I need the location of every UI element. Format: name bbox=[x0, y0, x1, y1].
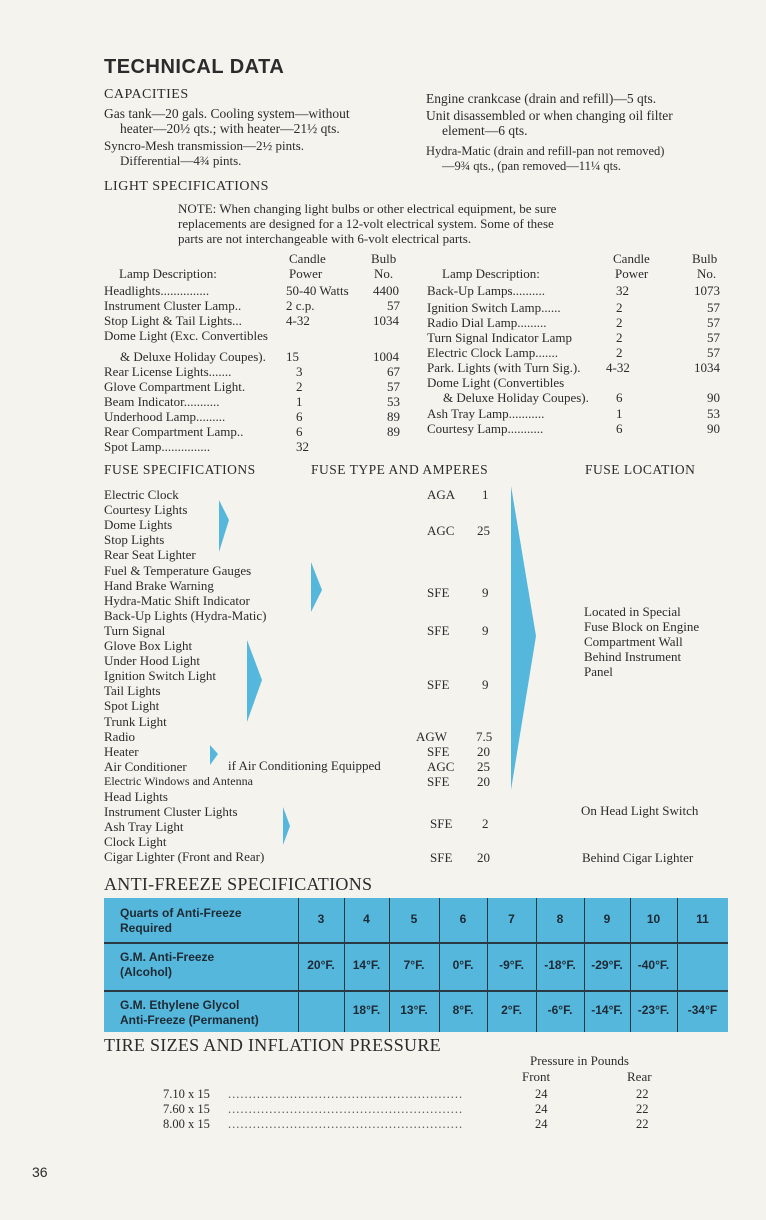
af-cell: -9°F. bbox=[499, 958, 524, 972]
grid-line bbox=[104, 942, 728, 944]
bracket-arrow bbox=[210, 745, 218, 765]
bracket-arrow bbox=[219, 500, 229, 552]
col-header: Bulb bbox=[692, 251, 718, 266]
lamp-bulb: 90 bbox=[707, 390, 720, 405]
af-cell: -14°F. bbox=[591, 1003, 623, 1017]
lamp-desc: Spot Lamp............... bbox=[104, 439, 211, 454]
lamp-desc: Park. Lights (with Turn Sig.). bbox=[427, 360, 581, 375]
fuse-amps: 20 bbox=[477, 850, 490, 865]
lamp-desc: Courtesy Lamp........... bbox=[427, 421, 544, 436]
lamp-bulb: 53 bbox=[387, 394, 400, 409]
grid-line bbox=[104, 990, 728, 992]
fuse-type: SFE bbox=[427, 623, 450, 638]
lamp-bulb: 90 bbox=[707, 421, 720, 436]
fuse-type: SFE bbox=[427, 774, 450, 789]
lamp-desc: Headlights............... bbox=[104, 283, 210, 298]
lamp-bulb: 1004 bbox=[373, 349, 399, 364]
fuse-amps: 2 bbox=[482, 816, 489, 831]
lamp-desc: Ignition Switch Lamp...... bbox=[427, 300, 561, 315]
capacities-heading: CAPACITIES bbox=[104, 87, 189, 102]
fuse-item: Dome Lights bbox=[104, 517, 173, 533]
dot-leader: ......................................................... bbox=[228, 1087, 464, 1101]
fuse-item: Clock Light bbox=[104, 834, 167, 850]
fuse-amps: 20 bbox=[477, 774, 490, 789]
fuse-type: SFE bbox=[430, 816, 453, 831]
af-cell: 3 bbox=[317, 912, 325, 926]
fuse-type: AGW bbox=[416, 729, 448, 744]
lamp-desc: & Deluxe Holiday Coupes). bbox=[443, 390, 589, 405]
fuse-spec-heading: FUSE SPECIFICATIONS bbox=[104, 462, 256, 477]
lamp-bulb: 57 bbox=[707, 345, 720, 360]
location-line: Compartment Wall bbox=[584, 634, 683, 649]
lamp-bulb: 67 bbox=[387, 364, 400, 379]
fuse-item: Hand Brake Warning bbox=[104, 577, 214, 593]
tire-front: 24 bbox=[535, 1102, 548, 1116]
location-line: Located in Special bbox=[584, 604, 681, 619]
lamp-bulb: 57 bbox=[387, 298, 400, 313]
lamp-power: 32 bbox=[296, 439, 309, 454]
fuse-item: Ash Tray Light bbox=[104, 819, 184, 835]
fuse-item: Instrument Cluster Lights bbox=[104, 804, 238, 820]
af-cell: -29°F. bbox=[591, 958, 623, 972]
tire-size: 7.60 x 15 bbox=[163, 1102, 210, 1116]
fuse-amps: 25 bbox=[477, 523, 490, 538]
capacity-line: heater—20½ qts.; with heater—21½ qts. bbox=[120, 121, 340, 136]
capacity-line: Engine crankcase (drain and refill)—5 qts. bbox=[426, 91, 657, 106]
bracket-arrow bbox=[283, 807, 290, 845]
fuse-item: Trunk Light bbox=[104, 713, 167, 729]
pressure-heading: Pressure in Pounds bbox=[530, 1053, 629, 1068]
col-header: No. bbox=[374, 266, 394, 281]
tire-front: 24 bbox=[535, 1117, 548, 1131]
fuse-type: AGC bbox=[427, 523, 455, 538]
page-number: 36 bbox=[32, 1164, 48, 1180]
location-line: Behind Instrument bbox=[584, 649, 682, 664]
lamp-power: 2 bbox=[616, 330, 623, 345]
fuse-type: SFE bbox=[430, 850, 453, 865]
row-label: Required bbox=[120, 921, 173, 935]
af-cell: 14°F. bbox=[352, 958, 381, 972]
note-line: NOTE: When changing light bulbs or other electrical equipment, be sure bbox=[178, 201, 557, 216]
bracket-arrow bbox=[247, 640, 262, 722]
fuse-amps: 1 bbox=[482, 487, 489, 502]
tire-size: 7.10 x 15 bbox=[163, 1087, 210, 1101]
af-cell: 18°F. bbox=[352, 1003, 381, 1017]
fuse-item: Head Lights bbox=[104, 789, 168, 804]
fuse-item: Electric Windows and Antenna bbox=[104, 773, 253, 788]
af-cell: -34°F bbox=[687, 1003, 718, 1017]
fuse-item: Stop Lights bbox=[104, 532, 165, 548]
af-cell: 2°F. bbox=[501, 1003, 522, 1017]
row-label: G.M. Anti-Freeze bbox=[120, 950, 215, 964]
fuse-amps: 20 bbox=[477, 744, 490, 759]
lamp-desc: Dome Light (Convertibles bbox=[427, 375, 565, 390]
af-cell: 5 bbox=[410, 912, 418, 926]
note-line: parts are not interchangeable with 6-volt electrical parts. bbox=[178, 231, 472, 246]
col-header: Candle bbox=[289, 251, 326, 266]
fuse-amps: 25 bbox=[477, 759, 490, 774]
tire-rear: 22 bbox=[636, 1087, 649, 1101]
lamp-bulb: 57 bbox=[387, 379, 400, 394]
location-switch: On Head Light Switch bbox=[581, 803, 699, 818]
dot-leader: ......................................................... bbox=[228, 1117, 464, 1131]
lamp-bulb: 89 bbox=[387, 409, 400, 424]
fuse-item: Courtesy Lights bbox=[104, 502, 188, 518]
col-header: Lamp Description: bbox=[442, 266, 540, 281]
tire-size: 8.00 x 15 bbox=[163, 1117, 210, 1131]
lamp-bulb: 57 bbox=[707, 300, 720, 315]
lamp-power: 1 bbox=[616, 406, 623, 421]
lamp-bulb: 1034 bbox=[694, 360, 720, 375]
lamp-bulb: 53 bbox=[707, 406, 720, 421]
lamp-power: 2 bbox=[616, 345, 623, 360]
capacity-line: —9¾ qts., (pan removed—11¼ qts. bbox=[442, 159, 622, 173]
tire-rear: 22 bbox=[636, 1102, 649, 1116]
lamp-desc: Back-Up Lamps.......... bbox=[427, 283, 546, 298]
lamp-power: 2 c.p. bbox=[286, 298, 315, 313]
location-arrow bbox=[511, 486, 536, 790]
col-header: Lamp Description: bbox=[119, 266, 217, 281]
row-label: (Alcohol) bbox=[120, 965, 172, 979]
col-header: Candle bbox=[613, 251, 650, 266]
af-cell: -23°F. bbox=[637, 1003, 670, 1017]
fuse-item: Cigar Lighter (Front and Rear) bbox=[104, 849, 265, 865]
lamp-bulb: 57 bbox=[707, 315, 720, 330]
lamp-bulb: 57 bbox=[707, 330, 720, 345]
fuse-amps: 9 bbox=[482, 585, 489, 600]
af-cell: 6 bbox=[459, 912, 467, 926]
dot-leader: ......................................................... bbox=[228, 1102, 464, 1116]
af-cell: -18°F. bbox=[544, 958, 576, 972]
capacity-line: Hydra-Matic (drain and refill-pan not removed) bbox=[426, 144, 665, 158]
af-cell: 13°F. bbox=[400, 1003, 428, 1017]
antifreeze-table bbox=[104, 898, 728, 1032]
af-cell: -6°F. bbox=[547, 1003, 573, 1017]
lamp-desc: Glove Compartment Light. bbox=[104, 379, 246, 394]
capacity-line: Differential—4¾ pints. bbox=[120, 153, 242, 168]
row-label: G.M. Ethylene Glycol bbox=[120, 998, 240, 1012]
lamp-desc: Rear License Lights....... bbox=[104, 364, 232, 379]
lamp-desc: Radio Dial Lamp......... bbox=[427, 315, 547, 330]
capacity-line: Syncro-Mesh transmission—2½ pints. bbox=[104, 138, 305, 153]
fuse-item: Glove Box Light bbox=[104, 638, 193, 653]
col-header: Bulb bbox=[371, 251, 397, 266]
fuse-item: Heater bbox=[104, 743, 139, 759]
tire-front: 24 bbox=[535, 1087, 548, 1101]
fuse-location-heading: FUSE LOCATION bbox=[585, 462, 696, 477]
lamp-desc: Beam Indicator........... bbox=[104, 394, 220, 409]
fuse-item: Ignition Switch Light bbox=[104, 668, 216, 684]
lamp-power: 4-32 bbox=[286, 313, 310, 328]
lamp-desc: Dome Light (Exc. Convertibles bbox=[104, 328, 268, 343]
capacity-line: element—6 qts. bbox=[442, 123, 528, 138]
lamp-power: 32 bbox=[616, 283, 629, 298]
lamp-desc: & Deluxe Holiday Coupes). bbox=[120, 349, 266, 364]
light-specs-heading: LIGHT SPECIFICATIONS bbox=[104, 179, 269, 194]
af-cell: 4 bbox=[363, 912, 370, 926]
lamp-desc: Instrument Cluster Lamp.. bbox=[104, 298, 242, 313]
lamp-bulb: 1073 bbox=[694, 283, 720, 298]
lamp-power: 6 bbox=[616, 421, 623, 436]
lamp-power: 3 bbox=[296, 364, 303, 379]
location-cigar: Behind Cigar Lighter bbox=[582, 850, 694, 865]
fuse-item: Fuel & Temperature Gauges bbox=[104, 562, 252, 578]
capacity-line: Gas tank—20 gals. Cooling system—without bbox=[104, 106, 350, 121]
fuse-item: Under Hood Light bbox=[104, 653, 201, 669]
bracket-arrow bbox=[311, 562, 322, 612]
lamp-desc: Electric Clock Lamp....... bbox=[427, 345, 559, 360]
lamp-power: 50-40 Watts bbox=[286, 283, 349, 298]
fuse-item: Air Conditioner bbox=[104, 758, 187, 774]
fuse-amps: 9 bbox=[482, 677, 489, 692]
fuse-item: Electric Clock bbox=[104, 487, 179, 502]
col-header: Power bbox=[615, 266, 649, 281]
capacity-line: Unit disassembled or when changing oil filter bbox=[426, 108, 673, 123]
af-cell: 11 bbox=[696, 912, 709, 926]
fuse-item: Turn Signal bbox=[104, 622, 166, 638]
af-cell: 8°F. bbox=[452, 1003, 474, 1017]
fuse-amps: 7.5 bbox=[476, 729, 493, 744]
antifreeze-heading: ANTI-FREEZE SPECIFICATIONS bbox=[104, 874, 373, 894]
lamp-desc: Stop Light & Tail Lights... bbox=[104, 313, 242, 328]
af-cell: -40°F. bbox=[637, 958, 670, 972]
lamp-desc: Rear Compartment Lamp.. bbox=[104, 424, 244, 439]
row-label: Quarts of Anti-Freeze bbox=[120, 906, 242, 920]
tires-heading: TIRE SIZES AND INFLATION PRESSURE bbox=[104, 1035, 441, 1055]
af-cell: 8 bbox=[556, 912, 564, 926]
lamp-bulb: 1034 bbox=[373, 313, 399, 328]
fuse-type: AGC bbox=[427, 759, 455, 774]
fuse-type: AGA bbox=[427, 487, 456, 502]
note-line: replacements are designed for a 12-volt electrical system. Some of these bbox=[178, 216, 554, 231]
af-cell: 20°F. bbox=[307, 958, 335, 972]
lamp-power: 15 bbox=[286, 349, 299, 364]
fuse-item: Spot Light bbox=[104, 698, 160, 714]
ac-note: if Air Conditioning Equipped bbox=[228, 758, 381, 773]
fuse-item: Tail Lights bbox=[104, 683, 161, 699]
fuse-type-heading: FUSE TYPE AND AMPERES bbox=[311, 462, 489, 477]
lamp-power: 2 bbox=[616, 300, 623, 315]
lamp-desc: Ash Tray Lamp........... bbox=[427, 406, 545, 421]
af-cell: 7°F. bbox=[403, 958, 425, 972]
lamp-bulb: 4400 bbox=[373, 283, 399, 298]
lamp-desc: Turn Signal Indicator Lamp bbox=[427, 330, 573, 345]
fuse-amps: 9 bbox=[482, 623, 489, 638]
fuse-type: SFE bbox=[427, 677, 450, 692]
lamp-power: 6 bbox=[296, 409, 303, 424]
fuse-type: SFE bbox=[427, 744, 450, 759]
rear-label: Rear bbox=[627, 1069, 652, 1084]
lamp-power: 1 bbox=[296, 394, 303, 409]
lamp-power: 2 bbox=[296, 379, 303, 394]
fuse-item: Rear Seat Lighter bbox=[104, 547, 196, 563]
af-cell: 10 bbox=[646, 912, 661, 926]
fuse-item: Radio bbox=[104, 728, 136, 744]
tire-rear: 22 bbox=[636, 1117, 649, 1131]
lamp-power: 4-32 bbox=[606, 360, 630, 375]
af-cell: 0°F. bbox=[452, 958, 474, 972]
location-line: Panel bbox=[584, 664, 613, 679]
af-cell: 7 bbox=[508, 912, 515, 926]
row-label: Anti-Freeze (Permanent) bbox=[120, 1013, 259, 1027]
fuse-item: Hydra-Matic Shift Indicator bbox=[104, 592, 250, 608]
lamp-bulb: 89 bbox=[387, 424, 400, 439]
fuse-type: SFE bbox=[427, 585, 450, 600]
page-title: TECHNICAL DATA bbox=[104, 56, 285, 78]
fuse-item: Back-Up Lights (Hydra-Matic) bbox=[104, 607, 267, 623]
front-label: Front bbox=[522, 1069, 551, 1084]
af-cell: 9 bbox=[603, 912, 611, 926]
col-header: Power bbox=[289, 266, 323, 281]
lamp-power: 6 bbox=[616, 390, 623, 405]
lamp-desc: Underhood Lamp......... bbox=[104, 409, 226, 424]
lamp-power: 6 bbox=[296, 424, 303, 439]
col-header: No. bbox=[697, 266, 717, 281]
lamp-power: 2 bbox=[616, 315, 623, 330]
location-line: Fuse Block on Engine bbox=[584, 619, 700, 634]
